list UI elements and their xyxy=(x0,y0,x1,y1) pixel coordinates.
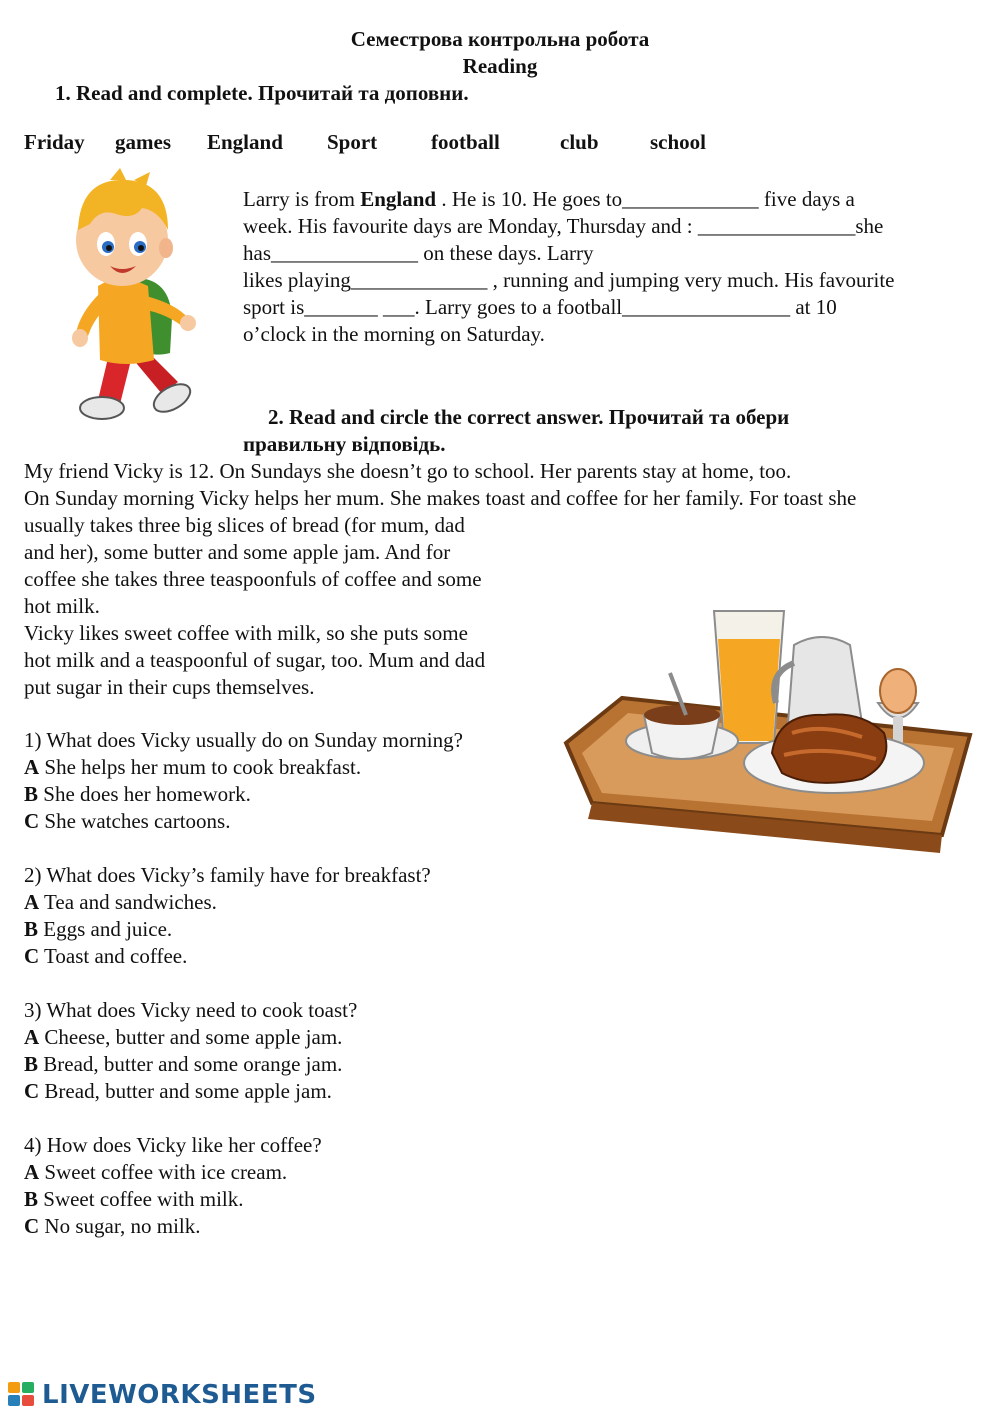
word-bank-item: Friday xyxy=(24,130,85,154)
option-text: She watches cartoons. xyxy=(39,809,231,833)
liveworksheets-mark-icon xyxy=(8,1382,36,1408)
option-letter: B xyxy=(24,917,39,941)
question-4: 4) How does Vicky like her coffee? xyxy=(24,1133,322,1157)
option-letter: A xyxy=(24,890,40,914)
option-letter: C xyxy=(24,1214,40,1238)
option-2a[interactable] xyxy=(24,890,217,915)
option-1c[interactable] xyxy=(24,809,230,834)
option-letter: C xyxy=(24,1079,40,1103)
breakfast-tray-illustration-icon xyxy=(562,603,974,858)
option-2c[interactable] xyxy=(24,944,187,969)
task1-paragraph xyxy=(243,186,983,348)
task2-text-line: put sugar in their cups themselves. xyxy=(24,675,315,699)
task1-line: o’clock in the morning on Saturday. xyxy=(243,322,545,346)
task2-text-line: hot milk and a teaspoonful of sugar, too. Mum and dad xyxy=(24,648,486,672)
option-letter: A xyxy=(24,1025,40,1049)
task2-text-line: Vicky likes sweet coffee with milk, so she puts some xyxy=(24,621,468,645)
task1-heading: 1. Read and complete. Прочитай та доповни. xyxy=(55,81,469,105)
option-1a[interactable] xyxy=(24,755,361,780)
word-bank-item: football xyxy=(431,130,500,154)
option-3a[interactable] xyxy=(24,1025,342,1050)
task1-line: week. His favourite days are Monday, Thursday and : _______________she xyxy=(243,214,884,238)
option-letter: A xyxy=(24,1160,40,1184)
option-text: Cheese, butter and some apple jam. xyxy=(39,1025,343,1049)
option-letter: C xyxy=(24,944,40,968)
option-text: No sugar, no milk. xyxy=(39,1214,201,1238)
task2-heading-line2: правильну відповідь. xyxy=(243,432,446,456)
option-text: She helps her mum to cook breakfast. xyxy=(39,755,362,779)
liveworksheets-logo[interactable] xyxy=(8,1380,317,1410)
word-bank-item: school xyxy=(650,130,707,154)
word-bank-item: Sport xyxy=(327,130,378,154)
option-text: Bread, butter and some apple jam. xyxy=(39,1079,332,1103)
task1-line: has______________ on these days. Larry xyxy=(243,241,594,265)
option-text: Tea and sandwiches. xyxy=(39,890,217,914)
option-text: Sweet coffee with ice cream. xyxy=(39,1160,288,1184)
text-run: . He is 10. He goes to_____________ five days a xyxy=(436,187,855,211)
task2-text-line: and her), some butter and some apple jam. And for xyxy=(24,540,451,564)
option-4b[interactable] xyxy=(24,1187,244,1212)
word-bank-item: games xyxy=(115,130,171,154)
task2-text-line: coffee she takes three teaspoonfuls of coffee and some xyxy=(24,567,482,591)
option-letter: C xyxy=(24,809,40,833)
option-3c[interactable] xyxy=(24,1079,332,1104)
brand-name: LIVEWORKSHEETS xyxy=(42,1380,317,1410)
option-text: She does her homework. xyxy=(38,782,251,806)
text-run: Larry is from xyxy=(243,187,361,211)
task2-text-line: hot milk. xyxy=(24,594,100,618)
option-letter: B xyxy=(24,1052,39,1076)
option-4a[interactable] xyxy=(24,1160,287,1185)
task1-line: sport is_______ ___. Larry goes to a football________________ at 10 xyxy=(243,295,837,319)
option-3b[interactable] xyxy=(24,1052,342,1077)
task1-line: likes playing_____________ , running and jumping very much. His favourite xyxy=(243,268,895,292)
page-title: Семестрова контрольна робота xyxy=(350,27,650,51)
question-1: 1) What does Vicky usually do on Sunday morning? xyxy=(24,728,463,752)
task2-text-line: My friend Vicky is 12. On Sundays she doesn’t go to school. Her parents stay at home, too. xyxy=(24,459,792,483)
option-text: Eggs and juice. xyxy=(38,917,173,941)
option-letter: B xyxy=(24,1187,39,1211)
option-letter: A xyxy=(24,755,40,779)
option-2b[interactable] xyxy=(24,917,172,942)
word-bank-item: England xyxy=(207,130,283,154)
option-text: Sweet coffee with milk. xyxy=(38,1187,244,1211)
text-run-bold: England xyxy=(360,187,437,211)
boy-illustration-icon xyxy=(50,168,205,436)
option-text: Toast and coffee. xyxy=(39,944,188,968)
word-bank-item: club xyxy=(560,130,599,154)
question-2: 2) What does Vicky’s family have for breakfast? xyxy=(24,863,431,887)
task2-text-line: On Sunday morning Vicky helps her mum. She makes toast and coffee for her family. For toast she xyxy=(24,486,857,510)
task1-line xyxy=(243,186,983,213)
option-1b[interactable] xyxy=(24,782,251,807)
page-subtitle: Reading xyxy=(462,54,538,78)
task2-text-line: usually takes three big slices of bread (for mum, dad xyxy=(24,513,465,537)
question-3: 3) What does Vicky need to cook toast? xyxy=(24,998,358,1022)
option-text: Bread, butter and some orange jam. xyxy=(38,1052,343,1076)
task2-heading-line1: 2. Read and circle the correct answer. Прочитай та обери xyxy=(268,405,790,429)
option-letter: B xyxy=(24,782,39,806)
option-4c[interactable] xyxy=(24,1214,201,1239)
